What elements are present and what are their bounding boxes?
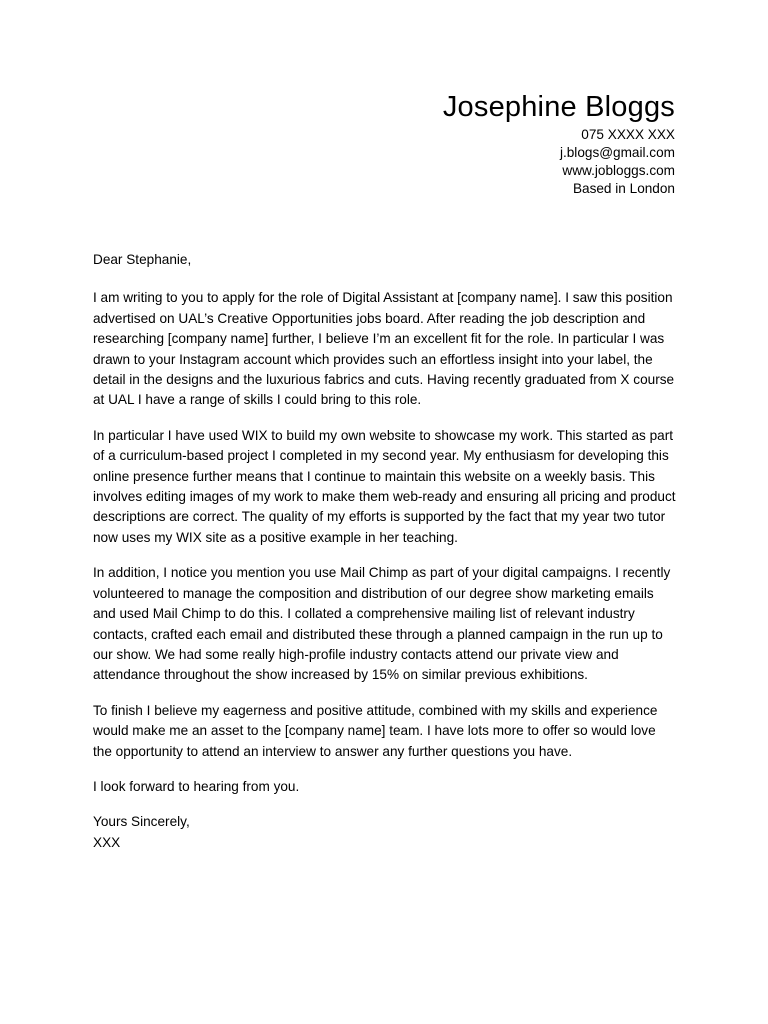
paragraph-intro: I am writing to you to apply for the role of Digital Assistant at [company name]. I saw this position advertised on UAL’s Creative Opportunities jobs board. After reading the job description and researching [company name] further, I believe I’m an excellent fit for the role. In particular I was drawn to your Instagram account which provides such an effortless insight into your label, the detail in the designs and the luxurious fabrics and cuts. Having recently graduated from X course at UAL I have a range of skills I could bring to this role. [93, 290, 675, 408]
letter-header [443, 88, 675, 198]
salutation: Dear Stephanie, [93, 252, 192, 267]
letter-body [93, 250, 676, 853]
paragraph-mailchimp: In addition, I notice you mention you use Mail Chimp as part of your digital campaigns. I recently volunteered to manage the composition and distribution of our degree show marketing emails and used Mail Chimp to do this. I collated a comprehensive mailing list of relevant industry contacts, crafted each email and distributed these through a planned campaign in the run up to our show. We had some really high-profile industry contacts attend our private view and attendance throughout the show increased by 15% on similar previous exhibitions. [93, 565, 671, 683]
signature: XXX [93, 834, 121, 850]
closing: Yours Sincerely, [93, 814, 190, 830]
sender-phone: 075 XXXX XXX [581, 127, 675, 142]
paragraph-sign-off: I look forward to hearing from you. [93, 778, 300, 794]
sender-email: j.blogs@gmail.com [559, 145, 675, 160]
paragraph-wix: In particular I have used WIX to build my own website to showcase my work. This started as part of a curriculum-based project I completed in my second year. My enthusiasm for developing this online presence further means that I continue to maintain this website on a weekly basis. This involves editing images of my work to make them web-ready and ensuring all pricing and product descriptions are correct. The quality of my efforts is supported by the fact that my year two tutor now uses my WIX site as a positive example in her teaching. [93, 427, 676, 545]
sender-location: Based in London [572, 181, 675, 196]
sender-name: Josephine Bloggs [442, 91, 675, 123]
sender-website: www.jobloggs.com [562, 163, 675, 178]
paragraph-conclusion: To finish I believe my eagerness and positive attitude, combined with my skills and experience would make me an asset to the [company name] team. I have lots more to offer so would love the opportunity to attend an interview to answer any further questions you have. [93, 702, 658, 759]
